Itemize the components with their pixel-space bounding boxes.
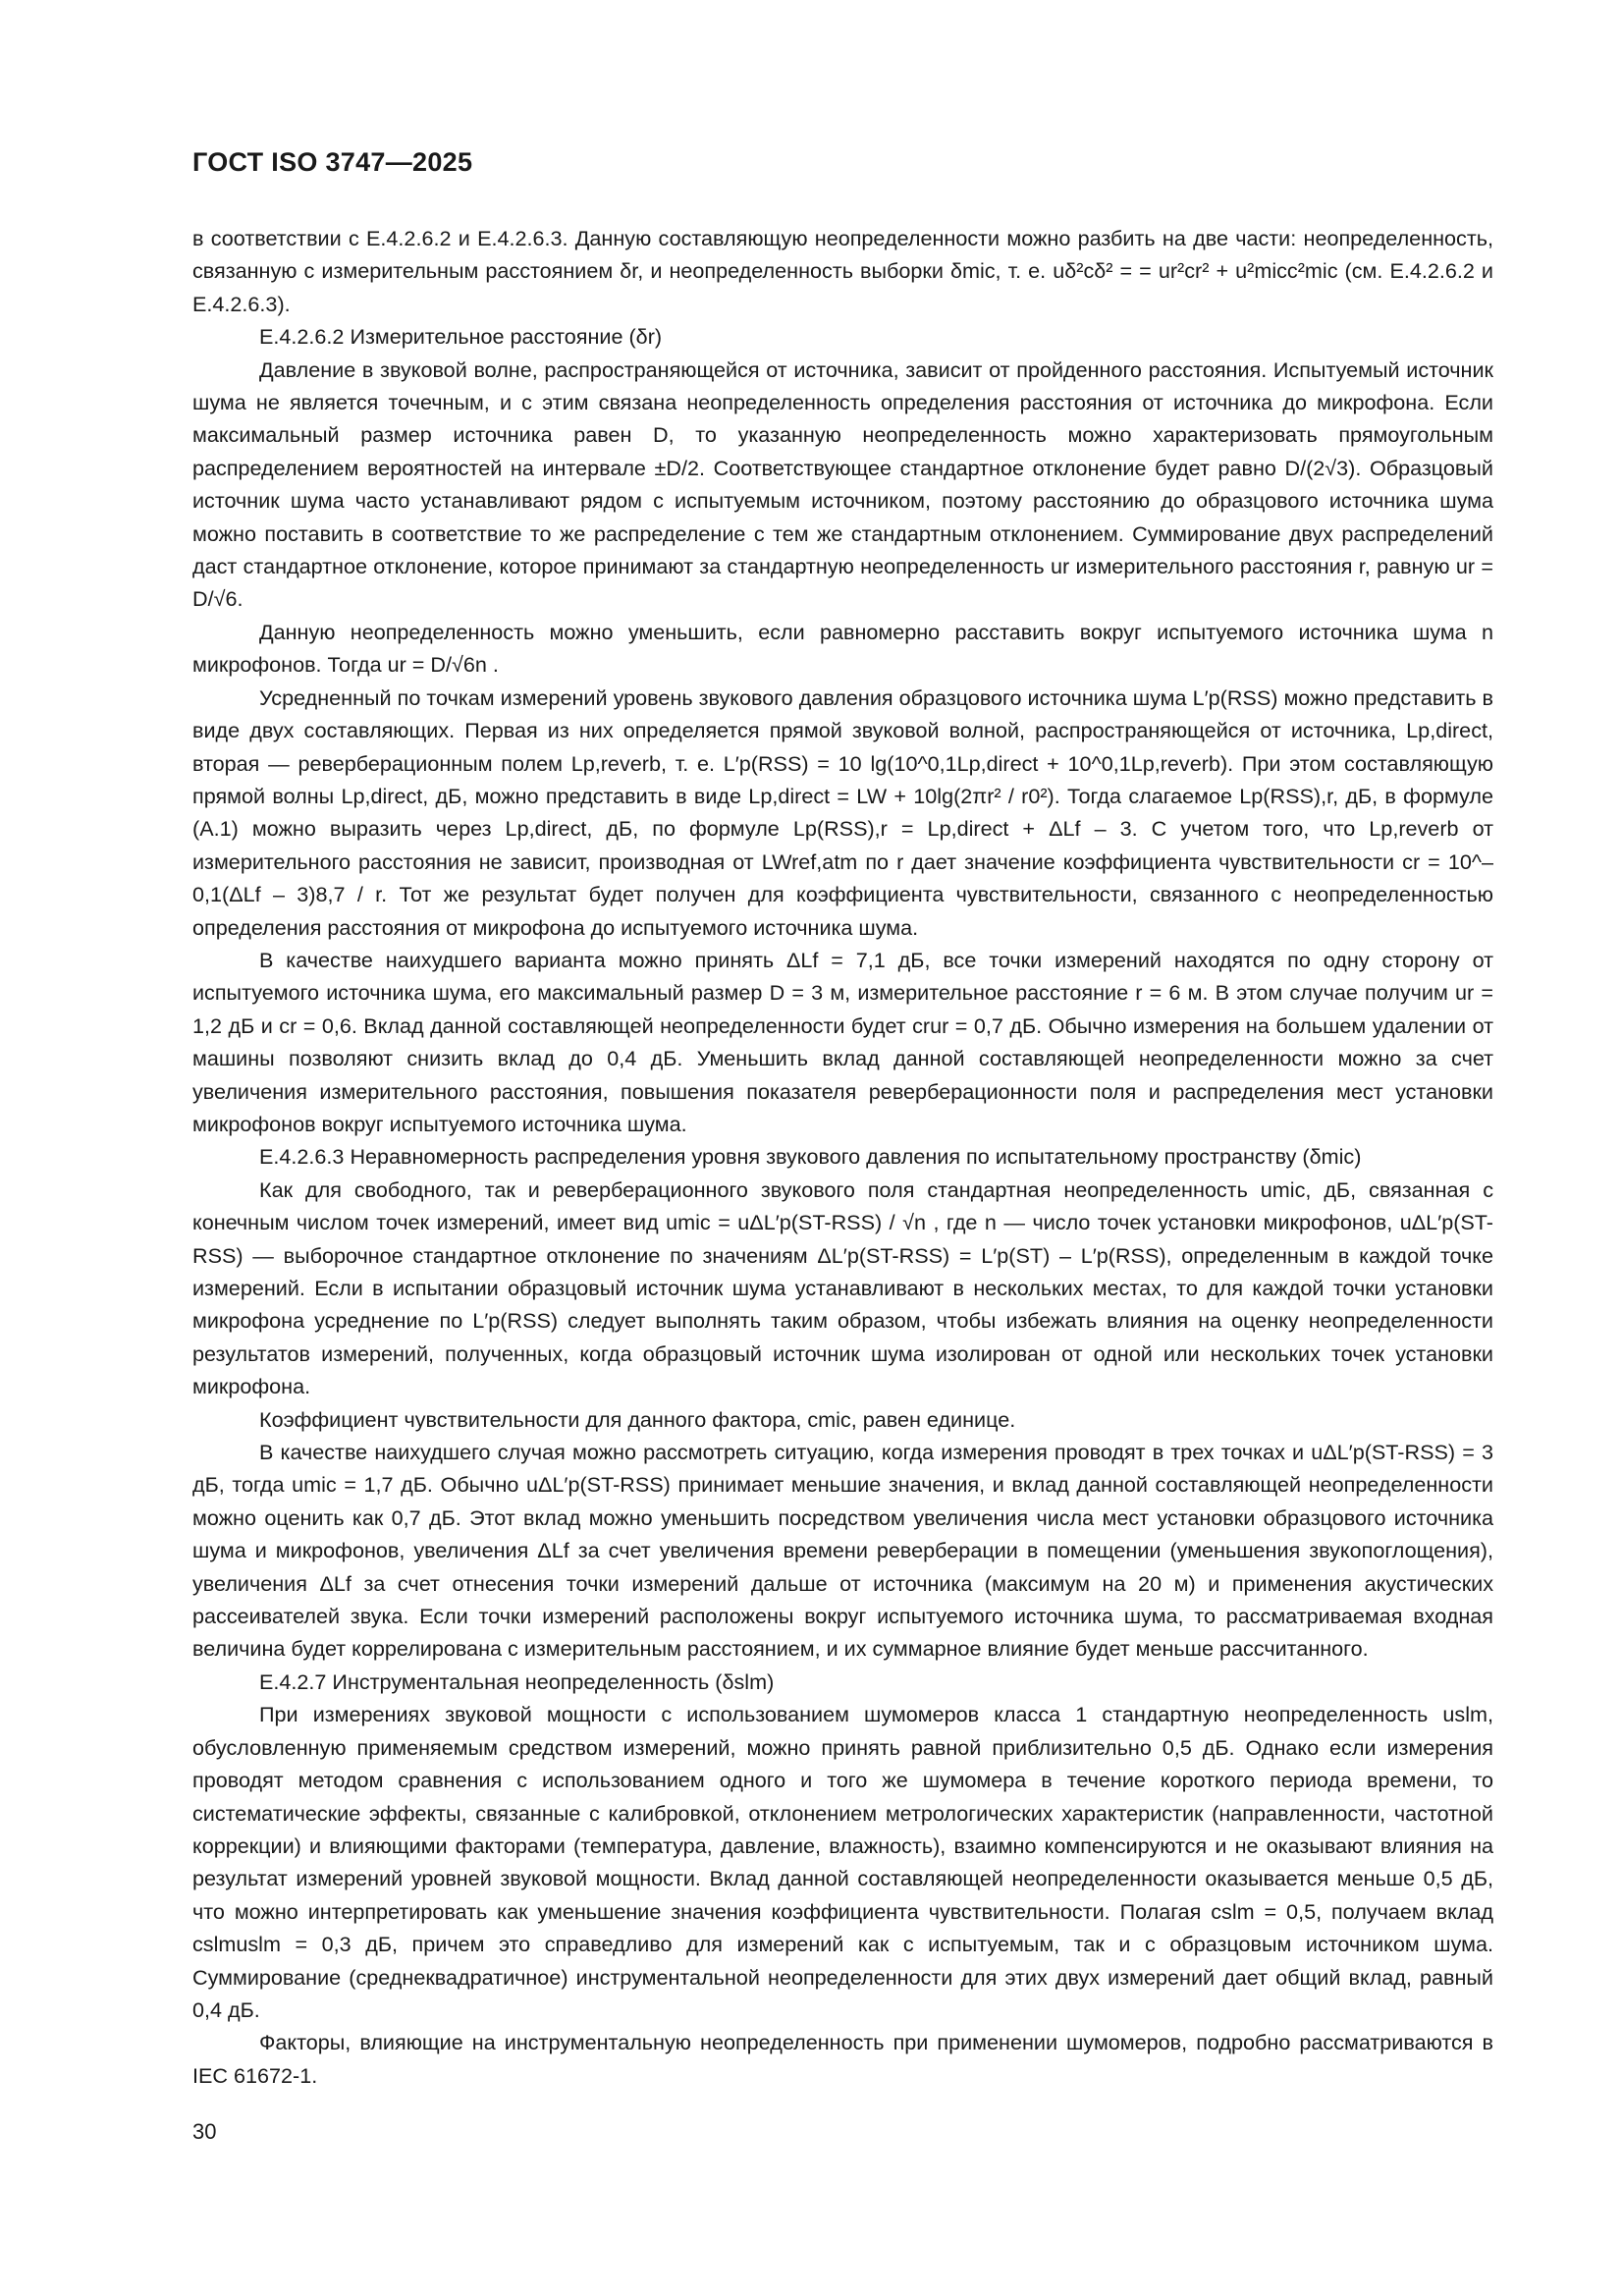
- paragraph: Как для свободного, так и реверберационного звукового поля стандартная неопределенность umic, дБ, связанная с конечным числом точек измерений, имеет вид umic = uΔL′p(ST-RSS) / √n , где n — число точек установки микрофонов, uΔL′p(ST-RSS) — выборочное стандартное отклонение по значениям ΔL′p(ST-RSS) = L′p(ST) – L′p(RSS), определенным в каждой точке измерений. Если в испытании образцовый источник шума устанавливают в нескольких местах, то для каждой точки установки микрофона усреднение по L′p(RSS) следует выполнять таким образом, чтобы избежать влияния на оценку неопределенности результатов измерений, полученных, когда образцовый источник шума изолирован от одной или нескольких точек установки микрофона.: [192, 1176, 1493, 1399]
- paragraph: В качестве наихудшего случая можно рассмотреть ситуацию, когда измерения проводят в трех точках и uΔL′p(ST-RSS) = 3 дБ, тогда umic = 1,7 дБ. Обычно uΔL′p(ST-RSS) принимает меньшие значения, и вклад данной составляющей неопределенности можно оценить как 0,7 дБ. Этот вклад можно уменьшить посредством увеличения числа мест установки образцового источника шума и микрофонов, увеличения ΔLf за счет увеличения времени реверберации в помещении (уменьшения звукопоглощения), увеличения ΔLf за счет отнесения точки измерений дальше от источника (максимум на 20 м) и применения акустических рассеивателей звука. Если точки измерений расположены вокруг испытуемого источника шума, то рассматриваемая входная величина будет коррелирована с измерительным расстоянием, и их суммарное влияние будет меньше рассчитанного.: [192, 1440, 1493, 1662]
- paragraph: Усредненный по точкам измерений уровень звукового давления образцового источника шума L′p(RSS) можно представить в виде двух составляющих. Первая из них определяется прямой звуковой волной, распространяющейся от источника, Lp,direct, вторая — реверберационным полем Lp,reverb, т. е. L′p(RSS) = 10 lg(10^0,1Lp,direct + 10^0,1Lp,reverb). При этом составляющую прямой волны Lp,direct, дБ, можно представить в виде Lp,direct = LW + 10lg(2πr² / r0²). Тогда слагаемое Lp(RSS),r, дБ, в формуле (А.1) можно выразить через Lp,direct, дБ, по формуле Lp(RSS),r = Lp,direct + ΔLf – 3. С учетом того, что Lp,reverb от измерительного расстояния не зависит, производная от LWref,atm по r дает значение коэффициента чувствительности cr = 10^–0,1(ΔLf – 3)8,7 / r. Тот же результат будет получен для коэффициента чувствительности, связанного с неопределенностью определения расстояния от микрофона до испытуемого источника шума.: [192, 684, 1493, 940]
- paragraph: При измерениях звуковой мощности с использованием шумомеров класса 1 стандартную неопределенность uslm, обусловленную применяемым средством измерений, можно принять равной приблизительно 0,5 дБ. Однако если измерения проводят методом сравнения с использованием одного и того же шумомера в течение короткого периода времени, то систематические эффекты, связанные с калибровкой, отклонением метрологических характеристик (направленности, частотной коррекции) и влияющими факторами (температура, давление, влажность), взаимно компенсируются и не оказывают влияния на результат измерений уровней звуковой мощности. Вклад данной составляющей неопределенности оказывается меньше 0,5 дБ, что можно интерпретировать как уменьшение значения коэффициента чувствительности. Полагая cslm = 0,5, получаем вклад cslmuslm = 0,3 дБ, причем это справедливо для измерений как с испытуемым, так и с образцовым источником шума. Суммирование (среднеквадратичное) инструментальной неопределенности для этих двух измерений дает общий вклад, равный 0,4 дБ.: [192, 1702, 1493, 2022]
- document-header: ГОСТ ISO 3747—2025: [192, 147, 473, 177]
- paragraph: Давление в звуковой волне, распространяющейся от источника, зависит от пройденного расстояния. Испытуемый источник шума не является точечным, и с этим связана неопределенность определения расстояния от источника до микрофона. Если максимальный размер источника равен D, то указанную неопределенность можно характеризовать прямоугольным распределением вероятностей на интервале ±D/2. Соответствующее стандартное отклонение будет равно D/(2√3). Образцовый источник шума часто устанавливают рядом с испытуемым источником, поэтому расстоянию до образцового источника шума можно поставить в соответствие то же распределение с тем же стандартным отклонением. Суммирование двух распределений даст стандартное отклонение, которое принимают за стандартную неопределенность ur измерительного расстояния r, равную ur = D/√6.: [192, 356, 1493, 612]
- section-heading: Е.4.2.6.2 Измерительное расстояние (δr): [259, 324, 663, 350]
- paragraph: Факторы, влияющие на инструментальную неопределенность при применении шумомеров, подробно рассматриваются в IEC 61672-1.: [192, 2030, 1493, 2088]
- section-heading: Е.4.2.6.3 Неравномерность распределения уровня звукового давления по испытательному пространству (δmic): [259, 1144, 1362, 1170]
- paragraph: Коэффициент чувствительности для данного фактора, cmic, равен единице.: [259, 1406, 1016, 1432]
- paragraph: Данную неопределенность можно уменьшить, если равномерно расставить вокруг испытуемого источника шума n микрофонов. Тогда ur = D/√6n .: [192, 619, 1493, 678]
- paragraph: В качестве наихудшего варианта можно принять ΔLf = 7,1 дБ, все точки измерений находятся по одну сторону от испытуемого источника шума, его максимальный размер D = 3 м, измерительное расстояние r = 6 м. В этом случае получим ur = 1,2 дБ и cr = 0,6. Вклад данной составляющей неопределенности будет crur = 0,7 дБ. Обычно измерения на большем удалении от машины позволяют снизить вклад до 0,4 дБ. Уменьшить вклад данной составляющей неопределенности можно за счет увеличения измерительного расстояния, повышения показателя реверберационности поля и распределения мест установки микрофонов вокруг испытуемого источника шума.: [192, 947, 1493, 1136]
- paragraph: в соответствии с Е.4.2.6.2 и Е.4.2.6.3. Данную составляющую неопределенности можно разбить на две части: неопределенность, связанную с измерительным расстоянием δr, и неопределенность выборки δmic, т. е. uδ²cδ² = = ur²cr² + u²micc²mic (см. Е.4.2.6.2 и Е.4.2.6.3).: [192, 226, 1493, 316]
- document-body: [192, 222, 1493, 2092]
- section-heading: Е.4.2.7 Инструментальная неопределенность (δslm): [259, 1668, 775, 1694]
- page-number: 30: [192, 2119, 217, 2144]
